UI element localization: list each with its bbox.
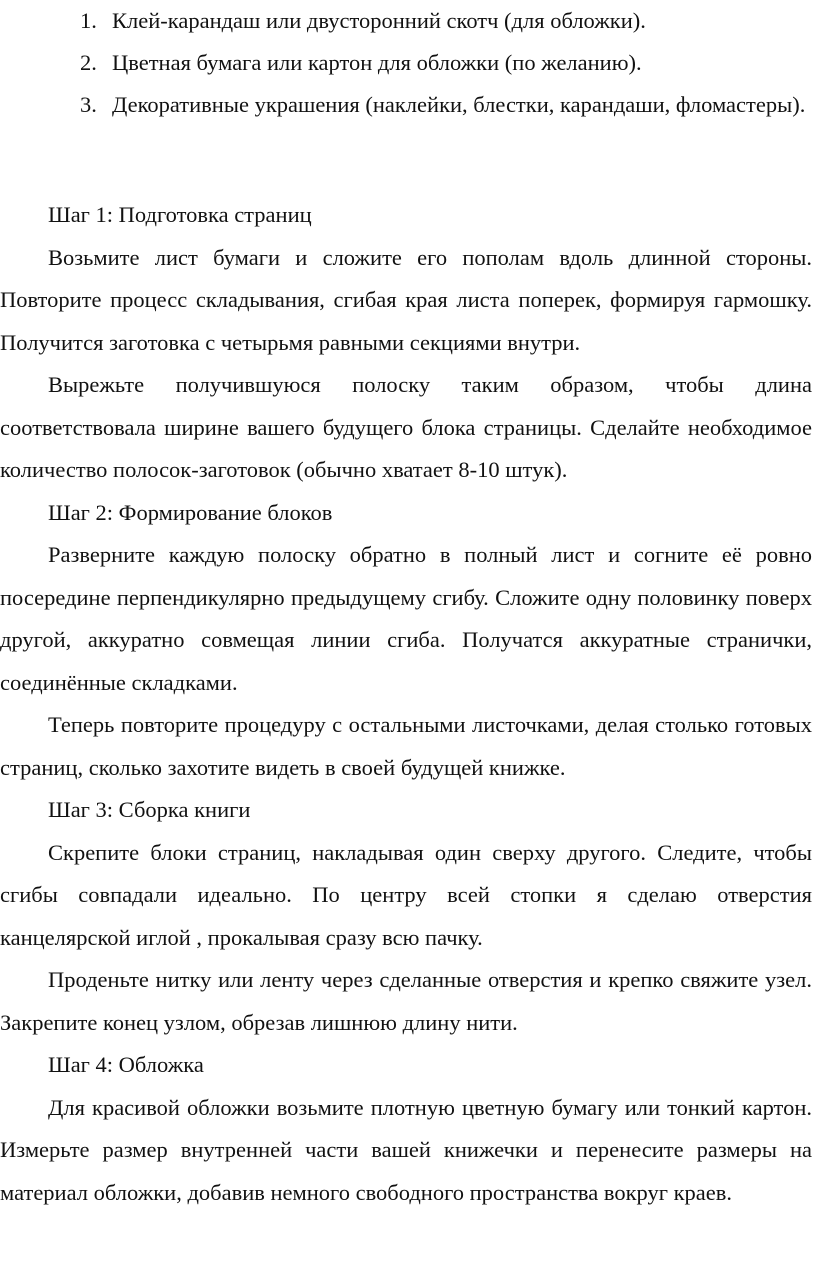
body-paragraph: Скрепите блоки страниц, накладывая один сверху другого. Следите, чтобы сгибы совпадали идеально. По центру всей стопки я сделаю отверстия канцелярской иглой , прокалывая сразу всю пачку. xyxy=(0,839,812,950)
body-paragraph: Для красивой обложки возьмите плотную цветную бумагу или тонкий картон. Измерьте размер внутренней части вашей книжечки и перенесите размеры на материал обложки, добавив немного свободного пространства вокруг краев. xyxy=(0,1094,812,1205)
step-heading: Шаг 3: Сборка книги xyxy=(48,797,251,822)
materials-list xyxy=(0,0,816,126)
list-item-number: 1. xyxy=(80,8,97,33)
list-item xyxy=(0,84,816,126)
list-item-text: Клей-карандаш или двусторонний скотч (для обложки). xyxy=(112,8,646,33)
list-item-number: 2. xyxy=(80,50,97,75)
body-paragraph: Проденьте нитку или ленту через сделанные отверстия и крепко свяжите узел. Закрепите конец узлом, обрезав лишнюю длину нити. xyxy=(0,967,812,1035)
list-item xyxy=(0,42,816,84)
list-item-text: Цветная бумага или картон для обложки (по желанию). xyxy=(112,50,642,75)
instructions-body xyxy=(0,194,812,1214)
body-paragraph: Теперь повторите процедуру с остальными листочками, делая столько готовых страниц, сколько захотите видеть в своей будущей книжке. xyxy=(0,712,812,780)
body-paragraph: Вырежьте получившуюся полоску таким образом, чтобы длина соответствовала ширине вашего будущего блока страницы. Сделайте необходимое количество полосок-заготовок (обычно хватает 8-10 штук). xyxy=(0,372,812,482)
body-paragraph: Разверните каждую полоску обратно в полный лист и согните её ровно посередине перпендикулярно предыдущему сгибу. Сложите одну половинку поверх другой, аккуратно совмещая линии сгиба. Получатся аккуратные странички, соединённые складками. xyxy=(0,542,812,695)
step-heading: Шаг 2: Формирование блоков xyxy=(48,499,333,525)
list-item-number: 3. xyxy=(80,92,97,117)
step-heading: Шаг 4: Обложка xyxy=(48,1052,204,1077)
list-item xyxy=(0,0,816,42)
list-item-text: Декоративные украшения (наклейки, блестки, карандаши, фломастеры). xyxy=(112,92,806,117)
body-paragraph: Возьмите лист бумаги и сложите его пополам вдоль длинной стороны. Повторите процесс складывания, сгибая края листа поперек, формируя гармошку. Получится заготовка с четырьмя равными секциями внутри. xyxy=(0,244,812,355)
step-heading: Шаг 1: Подготовка страниц xyxy=(48,202,312,227)
